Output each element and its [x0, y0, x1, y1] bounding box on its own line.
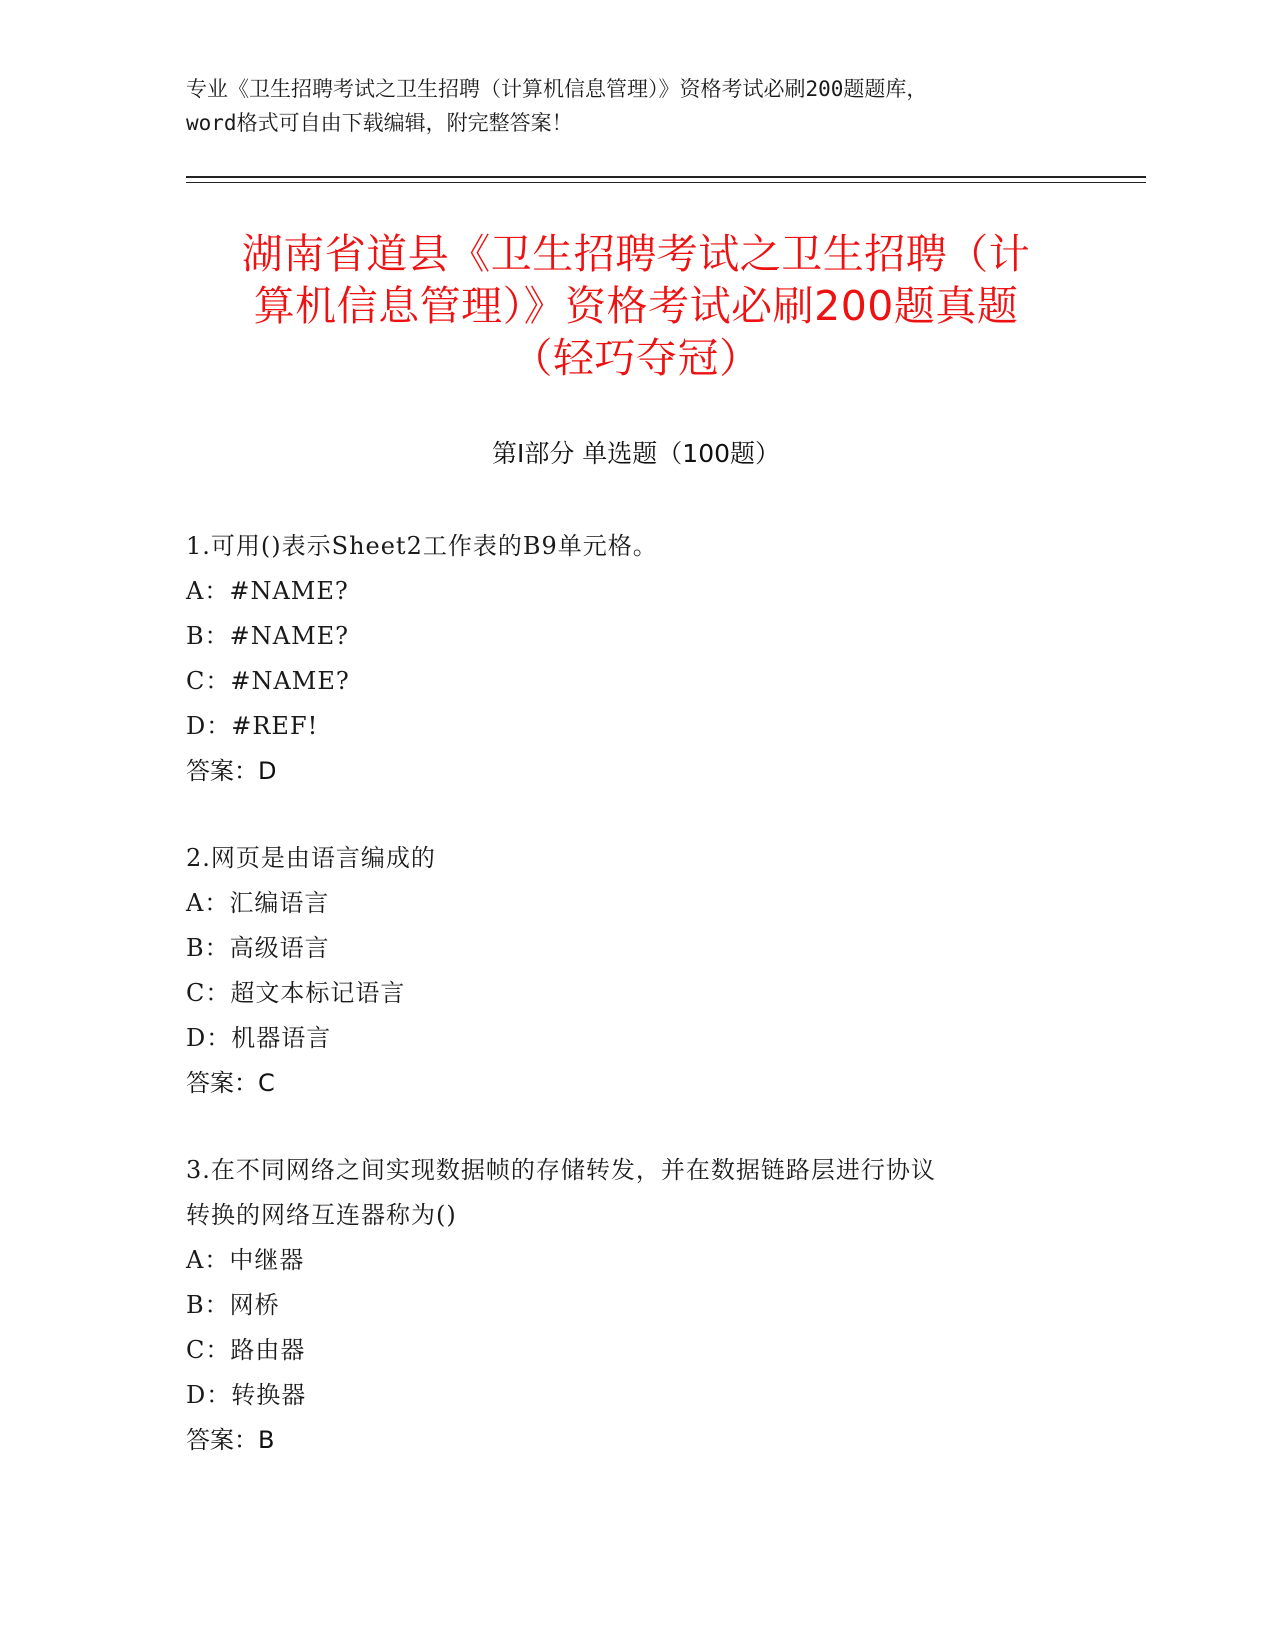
section-title: 第I部分 单选题（100题） — [491, 439, 781, 468]
header-divider-thick — [186, 176, 1146, 178]
header-note-line-1: 专业《卫生招聘考试之卫生招聘（计算机信息管理）》资格考试必刷200题题库， — [186, 77, 928, 101]
option-a: A：汇编语言 — [186, 889, 330, 917]
answer: 答案：C — [186, 1069, 275, 1097]
option-a: A：中继器 — [186, 1246, 305, 1274]
document-title-line-3: （轻巧夺冠） — [511, 334, 761, 382]
option-d: D：#REF! — [186, 712, 319, 740]
option-a: A：#NAME? — [186, 577, 349, 605]
document-title-line-2: 算机信息管理）》资格考试必刷200题真题 — [253, 282, 1019, 330]
header-note-line-2: word格式可自由下载编辑，附完整答案！ — [186, 111, 573, 135]
option-b: B：高级语言 — [186, 934, 330, 962]
question-stem-line-1: 3.在不同网络之间实现数据帧的存储转发，并在数据链路层进行协议 — [186, 1156, 936, 1184]
header-note — [186, 72, 1086, 140]
option-d: D：转换器 — [186, 1381, 307, 1409]
option-c: C：超文本标记语言 — [186, 979, 406, 1007]
question-3 — [186, 1148, 1086, 1463]
option-c: C：路由器 — [186, 1336, 306, 1364]
document-title-line-1: 湖南省道县《卫生招聘考试之卫生招聘（计 — [241, 230, 1031, 278]
option-b: B：网桥 — [186, 1291, 280, 1319]
question-1 — [186, 524, 1086, 794]
option-d: D：机器语言 — [186, 1024, 332, 1052]
question-list — [186, 524, 1086, 1505]
answer: 答案：D — [186, 757, 277, 785]
question-2 — [186, 836, 1086, 1106]
question-stem: 1.可用()表示Sheet2工作表的B9单元格。 — [186, 532, 658, 560]
option-b: B：#NAME? — [186, 622, 350, 650]
header-divider-thin — [186, 182, 1146, 183]
answer: 答案：B — [186, 1426, 275, 1454]
question-stem: 2.网页是由语言编成的 — [186, 844, 436, 872]
question-stem-line-2: 转换的网络互连器称为() — [186, 1201, 457, 1229]
option-c: C：#NAME? — [186, 667, 350, 695]
document-title — [186, 228, 1086, 384]
